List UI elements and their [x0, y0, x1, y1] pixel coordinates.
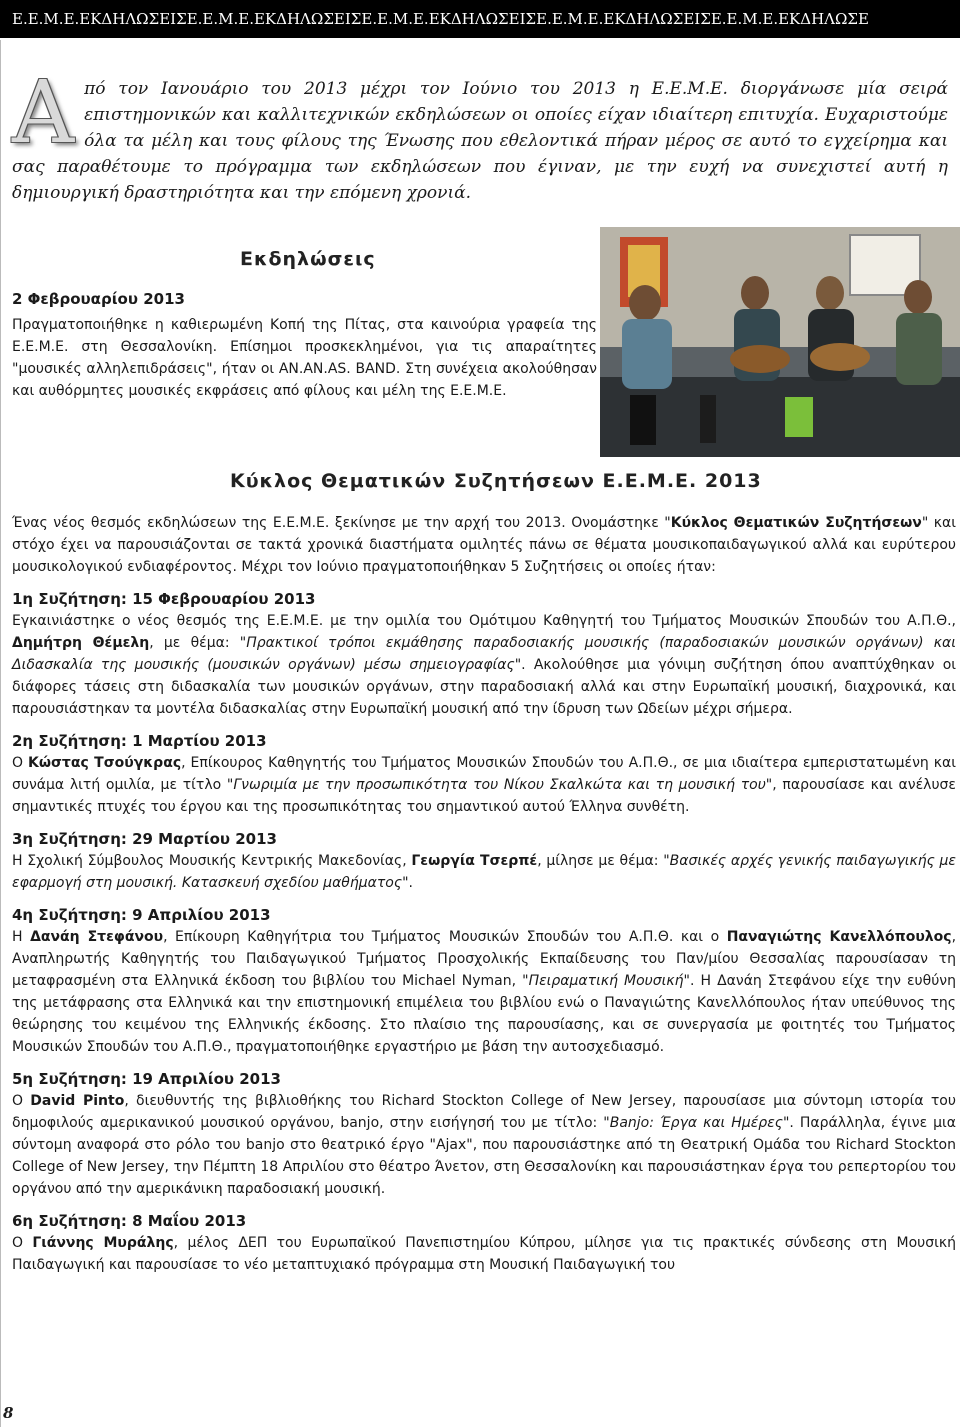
talk-4-text-c2: , Αναπληρωτής Καθηγητής του Παιδαγωγικού Τμήματος Προσχολικής Εκπαίδευσης του Παν/μίου Θεσσαλίας παρουσίασαν τη μεταφρασμένη στα Ελληνικά έκδοση του βιβλίου του Michael Nyman, " [12, 929, 957, 989]
talk-1-topic: Πρακτικοί τρόποι εκμάθησης παραδοσιακής μουσικής (παραδοσιακών μουσικών οργάνων) και Διδασκαλία της μουσικής (μουσικών οργάνων) μέσω σημειογραφίας [12, 635, 957, 673]
talk-6-speaker: Γιάννης Μυράλης [32, 1235, 174, 1251]
talk-4-title: 4η Συζήτηση: 9 Απριλίου 2013 [12, 906, 271, 924]
talk-6-text [12, 1232, 956, 1276]
band-photo-illustration [600, 227, 960, 457]
talk-6-text-c: , μέλος ΔΕΠ του Ευρωπαϊκού Πανεπιστημίου Κύπρου, μίλησε για τις πρακτικές σύνδεσης στη Μουσική Παιδαγωγική και παρουσίασε το νέο μεταπτυχιακό πρόγραμμα στη Μουσική Παιδαγωγική του [12, 1235, 956, 1273]
talk-2-text-e: ", παρουσίασε και ανέλυσε σημαντικές πτυχές του έργου και της προσωπικότητας του σημαντικού αυτού Έλληνα συνθέτη. [12, 777, 956, 815]
header-banner [0, 0, 960, 38]
drop-cap: Α [12, 63, 75, 163]
talk-3-text-e: ". [402, 875, 413, 891]
talk-2-title: 2η Συζήτηση: 1 Μαρτίου 2013 [12, 732, 267, 750]
talk-4-text [12, 926, 956, 1058]
talk-4-text-c: , Επίκουρη Καθηγήτρια του Τμήματος Μουσικών Σπουδών του Α.Π.Θ. και ο [163, 929, 727, 945]
talk-1-text-c: , με θέμα: " [149, 635, 247, 651]
talk-3-topic: Βασικές αρχές γενικής παιδαγωγικής με εφαρμογή στη μουσική. Κατασκευή σχεδίου μαθήματος [12, 853, 957, 891]
circle-intro-bold: Κύκλος Θεματικών Συζητήσεων [670, 515, 922, 531]
talk-3-speaker: Γεωργία Τσερπέ [411, 853, 538, 869]
talk-3-text-a: Η Σχολική Σύμβουλος Μουσικής Κεντρικής Μακεδονίας, [12, 853, 412, 869]
page-number: 8 [3, 1404, 14, 1422]
talk-1-text [12, 610, 956, 720]
intro-paragraph [12, 63, 948, 206]
talk-1-title: 1η Συζήτηση: 15 Φεβρουαρίου 2013 [12, 590, 316, 608]
talk-5-topic: Banjo: Έργα και Ημέρες [609, 1115, 783, 1131]
circle-intro-text-b: " και στόχο έχει να παρουσιάζονται σε τακτά χρονικά διαστήματα ομιλητές πάνω σε θέματα μουσικοπαιδαγωγικού αλλά και ευρύτερου μουσικολογικού ενδιαφέροντος. Μέχρι τον Ιούνιο πραγματοποιήθηκαν 5 Συζητήσεις οι οποίες ήταν: [12, 515, 956, 575]
talk-2-speaker: Κώστας Τσούγκρας [28, 755, 182, 771]
talk-1-text-a: Εγκαινιάστηκε ο νέος θεσμός της Ε.Ε.Μ.Ε. με την ομιλία του Ομότιμου Καθηγητή του Τμήματος Μουσικών Σπουδών του Α.Π.Θ., [12, 613, 956, 629]
talk-5-title: 5η Συζήτηση: 19 Απριλίου 2013 [12, 1070, 281, 1088]
event-date: 2 Φεβρουαρίου 2013 [12, 290, 185, 308]
talk-3-text-c: , μίλησε με θέμα: " [537, 853, 670, 869]
talk-3-text [12, 850, 956, 894]
talk-6-text-a: Ο [12, 1235, 33, 1251]
banner-text: Ε.Ε.Μ.Ε.ΕΚΔΗΛΩΣΕΙΣΕ.Ε.Μ.Ε.ΕΚΔΗΛΩΣΕΙΣΕ.Ε.Μ.Ε.ΕΚΔΗΛΩΣΕΙΣΕ.Ε.Μ.Ε.ΕΚΔΗΛΩΣΕΙΣΕ.Ε.Μ.Ε.ΕΚΔΗΛΩΣΕ [12, 10, 869, 28]
talk-6-title: 6η Συζήτηση: 8 Μαΐου 2013 [12, 1212, 247, 1230]
band-photo [600, 227, 960, 457]
talk-5-text-a: Ο [12, 1093, 31, 1109]
talk-4-text-a: Η [12, 929, 31, 945]
circle-intro [12, 512, 956, 578]
talk-5-text [12, 1090, 956, 1200]
talk-2-topic: Γνωριμία με την προσωπικότητα του Νίκου Σκαλκώτα και τη μουσική του [233, 777, 766, 793]
talk-5-text-e: ". Παράλληλα, έγινε μια σύντομη αναφορά στο ρόλο του banjo στο θεατρικό έργο "Ajax", που παρουσιάστηκε από τη Θεατρική Ομάδα του Richard Stockton College of New Jersey, την Πέμπτη 18 Απριλίου στο θέατρο Άνετον, στη Θεσσαλονίκη και παρουσιάστηκαν έργα του ρεπερτορίου του οργάνου από την αμερικάνικη παραδοσιακή μουσική. [12, 1115, 957, 1197]
talk-1-speaker: Δημήτρη Θέμελη [12, 635, 150, 651]
intro-text: πό τον Ιανουάριο του 2013 μέχρι τον Ιούνιο του 2013 η Ε.Ε.Μ.Ε. διοργάνωσε μία σειρά επιστημονικών και καλλιτεχνικών εκδηλώσεων οι οποίες είχαν ιδιαίτερη επιτυχία. Ευχαριστούμε όλα τα μέλη και τους φίλους της Ένωσης που εθελοντικά πήραν μέρος σε αυτό το εγχείρημα και σας παραθέτουμε το πρόγραμμα των εκδηλώσεων που έγιναν, με την ευχή να συνεχιστεί αυτή η δημιουργική δραστηριότητα και την επόμενη χρονιά. [12, 79, 948, 203]
talk-3-title: 3η Συζήτηση: 29 Μαρτίου 2013 [12, 830, 277, 848]
talk-4-book-title: Πειραματική Μουσική [528, 973, 684, 989]
talk-4-speaker-1: Δανάη Στεφάνου [30, 929, 164, 945]
talk-2-text-c: , Επίκουρος Καθηγητής του Τμήματος Μουσικών Σπουδών του Α.Π.Θ., σε μια ιδιαίτερα εμπεριστατωμένη και συνάμα λιτή ομιλία, με τίτλο " [12, 755, 956, 793]
talk-2-text [12, 752, 956, 818]
circle-intro-text-a: Ένας νέος θεσμός εκδηλώσεων της Ε.Ε.Μ.Ε. ξεκίνησε με την αρχή του 2013. Ονομάστηκε " [12, 515, 671, 531]
discussions-section [12, 512, 956, 1276]
talk-4-text-e: ". Η Δανάη Στεφάνου είχε την ευθύνη της μετάφρασης στα Ελληνικά και την επιστημονική επιμέλεια του βιβλίου ενώ ο Παναγιώτης Κανελλόπουλος ήταν υπεύθυνος της θεώρησης του κειμένου της Ελληνικής έκδοσης. Στο πλαίσιο της παρουσίασης, και σε συνεργασία με φοιτητές του Τμήματος Μουσικών Σπουδών του Α.Π.Θ., πραγματοποιήθηκε εργαστήριο με βάση την αυτοσχεδιασμό. [12, 973, 956, 1055]
talk-2-text-a: Ο [12, 755, 28, 771]
events-heading: Εκδηλώσεις [240, 248, 376, 270]
talk-5-text-c: , διευθυντής της βιβλιοθήκης του Richard Stockton College of New Jersey, παρουσίασε μια σύντομη ιστορία του δημοφιλούς αμερικανικού μουσικού οργάνου, banjo, στην εισήγησή του με τίτλο: " [12, 1093, 956, 1131]
events-section [12, 290, 597, 402]
talk-1-text-e: ". Ακολούθησε μια γόνιμη συζήτηση όπου αναπτύχθηκαν οι διάφορες τάσεις στη διδασκαλία των μουσικών οργάνων, στην παραδοσιακή αλλά και στην Ευρωπαϊκή μουσική, διαχρονικά, και παρουσιάστηκαν τα μοντέλα διδασκαλίας στην Ευρωπαϊκή μουσική από την ίδρυση των Ωδείων μέχρι σήμερα. [12, 657, 956, 717]
event-description: Πραγματοποιήθηκε η καθιερωμένη Κοπή της Πίτας, στα καινούρια γραφεία της Ε.Ε.Μ.Ε. στη Θεσσαλονίκη. Επίσημοι προσκεκλημένοι, για τις απαραίτητες "μουσικές αλληλεπιδράσεις", ήταν οι ΑΝ.ΑΝ.ΑS. BAND. Στη συνέχεια ακολούθησαν και αυθόρμητες μουσικές εκφράσεις από φίλους και μέλη της Ε.Ε.Μ.Ε. [12, 317, 597, 399]
circle-heading: Κύκλος Θεματικών Συζητήσεων Ε.Ε.Μ.Ε. 2013 [230, 470, 762, 492]
talk-5-speaker: David Pinto [30, 1093, 125, 1109]
talk-4-speaker-2: Παναγιώτης Κανελλόπουλος [726, 929, 952, 945]
left-margin-rule [0, 40, 1, 1427]
